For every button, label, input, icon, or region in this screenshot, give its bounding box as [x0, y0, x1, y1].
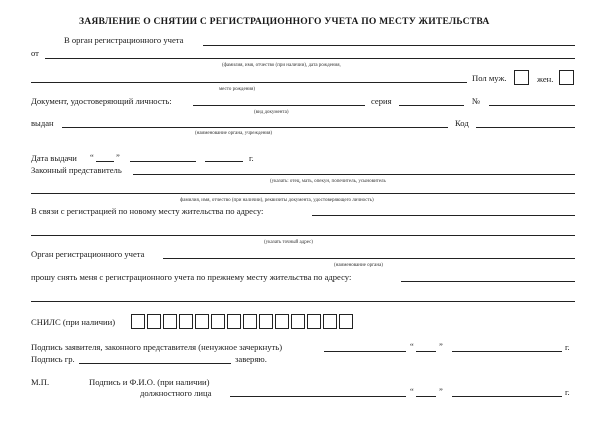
off-year-suffix: г. [565, 387, 570, 397]
series-field[interactable] [399, 105, 464, 106]
doc-type-field[interactable] [193, 105, 365, 106]
official-signature-field[interactable] [230, 396, 406, 397]
applicant-signature-field[interactable] [324, 351, 406, 352]
citizen-sig-field[interactable] [79, 363, 231, 364]
hint-birthplace: место рождения) [219, 87, 256, 92]
snils-cell[interactable] [147, 314, 161, 329]
hint-rep-kind: (указать: отец, мать, опекун, попечитель, усыновитель [270, 179, 386, 184]
off-month-year-field[interactable] [452, 396, 562, 397]
to-organ-field[interactable] [203, 45, 575, 46]
official-sig-label: Подпись и Ф.И.О. (при наличии) [89, 377, 210, 387]
off-day-field[interactable] [416, 396, 436, 397]
birthplace-field[interactable] [31, 82, 467, 83]
snils-cell[interactable] [275, 314, 289, 329]
snils-cell[interactable] [195, 314, 209, 329]
doc-label: Документ, удостоверяющий личность: [31, 96, 172, 106]
sig-day-field[interactable] [416, 351, 436, 352]
snils-cell[interactable] [131, 314, 145, 329]
legal-rep-details-field[interactable] [31, 193, 575, 194]
series-label: серия [371, 96, 392, 106]
organ2-field[interactable] [163, 258, 575, 259]
issue-date-label: Дата выдачи [31, 153, 77, 163]
certify-label: заверяю. [235, 354, 267, 364]
snils-cell[interactable] [243, 314, 257, 329]
off-quote-open: “ [410, 386, 414, 396]
snils-cell[interactable] [291, 314, 305, 329]
issued-label: выдан [31, 118, 54, 128]
snils-cell[interactable] [307, 314, 321, 329]
snils-cell[interactable] [259, 314, 273, 329]
sig-month-year-field[interactable] [452, 351, 562, 352]
signature-label: Подпись заявителя, законного представителя (ненужное зачеркнуть) [31, 342, 283, 352]
sig-year-suffix: г. [565, 342, 570, 352]
sig-quote-close: ” [439, 341, 443, 351]
to-organ-label: В орган регистрационного учета [64, 35, 184, 45]
code-field[interactable] [476, 127, 575, 128]
snils-cell[interactable] [339, 314, 353, 329]
stamp-label: М.П. [31, 377, 50, 387]
official-label: должностного лица [140, 388, 212, 398]
number-label: № [472, 96, 481, 106]
from-field[interactable] [45, 58, 575, 59]
issue-year-field[interactable] [205, 161, 243, 162]
issue-year-suffix: г. [249, 153, 254, 163]
snils-cell[interactable] [179, 314, 193, 329]
hint-organ-name: (наименование органа) [334, 263, 383, 268]
sex-female-checkbox[interactable] [559, 70, 574, 85]
snils-cell[interactable] [323, 314, 337, 329]
sex-male-checkbox[interactable] [514, 70, 529, 85]
legal-rep-label: Законный представитель [31, 165, 122, 175]
snils-cell[interactable] [163, 314, 177, 329]
issue-date-quote-open: “ [90, 152, 94, 162]
from-label: от [31, 48, 39, 58]
sex-male-label: Пол муж. [472, 73, 507, 83]
citizen-sig-label: Подпись гр. [31, 354, 75, 364]
new-address-field[interactable] [312, 215, 575, 216]
request-label: прошу снять меня с регистрационного учета по прежнему месту жительства по адресу: [31, 272, 352, 282]
form-title: ЗАЯВЛЕНИЕ О СНЯТИИ С РЕГИСТРАЦИОННОГО УЧЕТА ПО МЕСТУ ЖИТЕЛЬСТВА [79, 16, 490, 27]
new-address-label: В связи с регистрацией по новому месту жительства по адресу: [31, 206, 264, 216]
issue-day-field[interactable] [96, 161, 114, 162]
sex-female-label: жен. [537, 74, 554, 84]
snils-label: СНИЛС (при наличии) [31, 317, 116, 327]
old-address-field[interactable] [401, 281, 575, 282]
hint-fio-birth: (фамилия, имя, отчество (при наличии), дата рождения, [222, 63, 341, 68]
number-field[interactable] [489, 105, 575, 106]
hint-issuer: (наименование органа, учреждения) [195, 131, 273, 136]
legal-rep-field[interactable] [133, 174, 575, 175]
new-address-field-2[interactable] [31, 235, 575, 236]
organ2-label: Орган регистрационного учета [31, 249, 145, 259]
old-address-field-2[interactable] [31, 301, 575, 302]
issuer-field[interactable] [62, 127, 448, 128]
hint-doc-type: (вид документа) [254, 110, 289, 115]
hint-exact-address: (указать точный адрес) [264, 240, 313, 245]
hint-rep-details: фамилия, имя, отчество (при наличии), реквизиты документа, удостоверяющего личность) [180, 198, 374, 203]
snils-cell[interactable] [211, 314, 225, 329]
issue-date-quote-close: ” [116, 152, 120, 162]
code-label: Код [455, 118, 469, 128]
snils-cell[interactable] [227, 314, 241, 329]
sig-quote-open: “ [410, 341, 414, 351]
issue-month-field[interactable] [130, 161, 196, 162]
off-quote-close: ” [439, 386, 443, 396]
